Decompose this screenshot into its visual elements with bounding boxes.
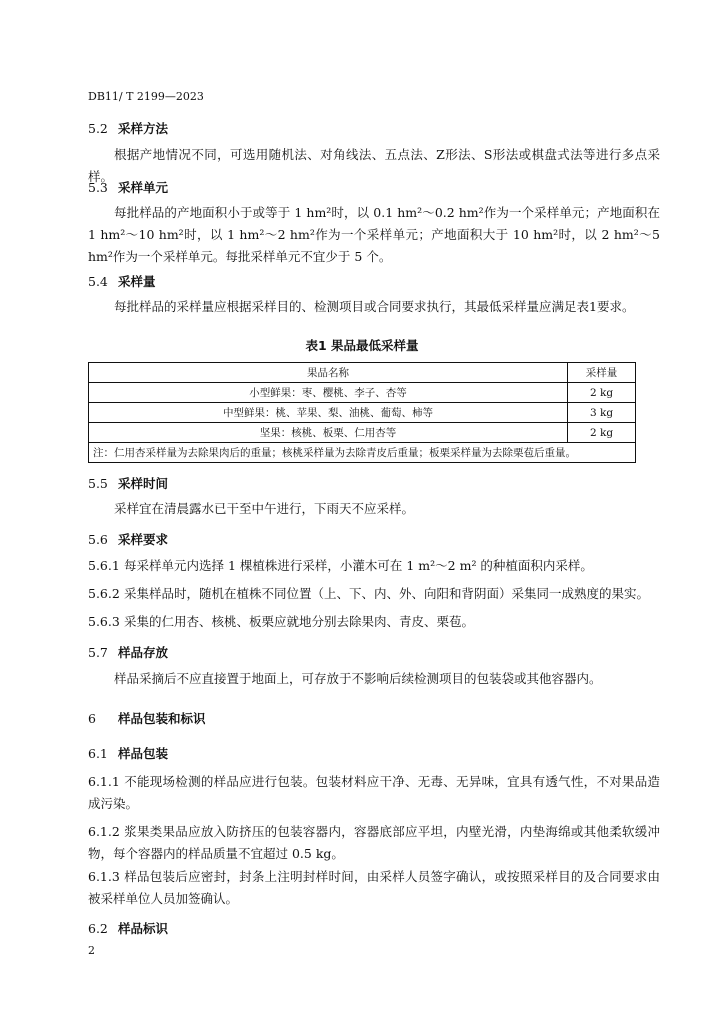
section-number: 6.2 xyxy=(88,921,108,936)
section-title: 采样要求 xyxy=(118,532,169,547)
section-heading-5-3 xyxy=(88,178,168,196)
table-cell: 小型鲜果：枣、樱桃、李子、杏等 xyxy=(89,383,568,403)
paragraph-sampling-quantity: 每批样品的采样量应根据采样目的、检测项目或合同要求执行，其最低采样量应满足表1要求。 xyxy=(114,299,635,314)
table-row xyxy=(89,383,636,403)
section-title: 采样方法 xyxy=(118,121,169,136)
section-number: 5.3 xyxy=(88,180,108,195)
clause-6-1-2 xyxy=(88,821,660,865)
clause-number: 5.6.3 xyxy=(88,614,120,629)
clause-text: 样品包装后应密封，封条上注明封样时间，由采样人员签字确认，或按照采样目的及合同要求由被采样单位人员加签确认。 xyxy=(88,869,660,906)
clause-5-6-2 xyxy=(88,583,660,605)
table-row xyxy=(89,403,636,423)
clause-5-6-1 xyxy=(88,555,660,577)
table-header-cell: 果品名称 xyxy=(89,363,568,383)
section-title: 采样量 xyxy=(118,274,156,289)
document-header: DB11/ T 2199—2023 xyxy=(88,90,204,103)
table-header-row xyxy=(89,363,636,383)
table-caption: 表1 果品最低采样量 xyxy=(305,338,419,353)
section-heading-5-2 xyxy=(88,119,168,137)
section-heading-5-4 xyxy=(88,272,156,290)
clause-text: 不能现场检测的样品应进行包装。包装材料应干净、无毒、无异味，宜具有透气性，不对果品造成污染。 xyxy=(88,774,660,811)
table-row xyxy=(89,423,636,443)
table-note: 注：仁用杏采样量为去除果肉后的重量；核桃采样量为去除青皮后重量；板栗采样量为去除栗苞后重量。 xyxy=(89,443,636,463)
clause-number: 5.6.2 xyxy=(88,586,120,601)
table-cell: 2 kg xyxy=(568,423,636,443)
clause-text: 采集的仁用杏、核桃、板栗应就地分别去除果肉、青皮、栗苞。 xyxy=(124,614,475,629)
paragraph-sampling-method: 根据产地情况不同，可选用随机法、对角线法、五点法、Z形法、S形法或棋盘式法等进行多点采样。 xyxy=(88,147,660,184)
section-title: 样品包装和标识 xyxy=(118,711,206,726)
min-sampling-table xyxy=(88,362,636,463)
clause-number: 5.6.1 xyxy=(88,558,120,573)
section-heading-5-7 xyxy=(88,643,168,661)
table-cell: 2 kg xyxy=(568,383,636,403)
section-number: 6.1 xyxy=(88,746,108,761)
clause-text: 采集样品时，随机在植株不同位置（上、下、内、外、向阳和背阴面）采集同一成熟度的果实。 xyxy=(124,586,650,601)
clause-6-1-3 xyxy=(88,866,660,910)
section-heading-6 xyxy=(88,709,206,727)
table-cell: 中型鲜果：桃、苹果、梨、油桃、葡萄、柿等 xyxy=(89,403,568,423)
section-heading-6-2 xyxy=(88,919,168,937)
section-title: 样品包装 xyxy=(118,746,169,761)
section-title: 样品标识 xyxy=(118,921,169,936)
section-number: 6 xyxy=(88,711,96,726)
clause-text: 浆果类果品应放入防挤压的包装容器内，容器底部应平坦，内壁光滑，内垫海绵或其他柔软缓冲物，每个容器内的样品质量不宜超过 0.5 kg。 xyxy=(88,824,660,861)
paragraph-sampling-time: 采样宜在清晨露水已干至中午进行，下雨天不应采样。 xyxy=(114,501,415,516)
clause-5-6-3 xyxy=(88,611,660,633)
section-number: 5.6 xyxy=(88,532,108,547)
section-title: 采样时间 xyxy=(118,476,169,491)
section-number: 5.2 xyxy=(88,121,108,136)
clause-number: 6.1.2 xyxy=(88,824,120,839)
table-cell: 3 kg xyxy=(568,403,636,423)
paragraph-sampling-unit: 每批样品的产地面积小于或等于 1 hm²时，以 0.1 hm²～0.2 hm²作为一个采样单元；产地面积在 1 hm²～10 hm²时，以 1 hm²～2 hm²作为一个采样单元；产地面积大于 10 hm²时，以 2 hm²～5 hm²作为一个采样单元。每批采样单元不宜少于 5 个。 xyxy=(88,205,660,264)
clause-number: 6.1.3 xyxy=(88,869,120,884)
section-heading-6-1 xyxy=(88,744,168,762)
section-heading-5-6 xyxy=(88,530,168,548)
section-heading-5-5 xyxy=(88,474,168,492)
section-number: 5.5 xyxy=(88,476,108,491)
section-number: 5.4 xyxy=(88,274,108,289)
clause-6-1-1 xyxy=(88,771,660,815)
table-note-row xyxy=(89,443,636,463)
clause-number: 6.1.1 xyxy=(88,774,120,789)
page-number: 2 xyxy=(88,944,95,957)
table-header-cell: 采样量 xyxy=(568,363,636,383)
clause-text: 每采样单元内选择 1 棵植株进行采样，小灌木可在 1 m²～2 m² 的种植面积内采样。 xyxy=(124,558,593,573)
section-title: 采样单元 xyxy=(118,180,169,195)
section-number: 5.7 xyxy=(88,645,108,660)
table-cell: 坚果：核桃、板栗、仁用杏等 xyxy=(89,423,568,443)
section-title: 样品存放 xyxy=(118,645,169,660)
paragraph-sample-storage: 样品采摘后不应直接置于地面上，可存放于不影响后续检测项目的包装袋或其他容器内。 xyxy=(114,671,602,686)
